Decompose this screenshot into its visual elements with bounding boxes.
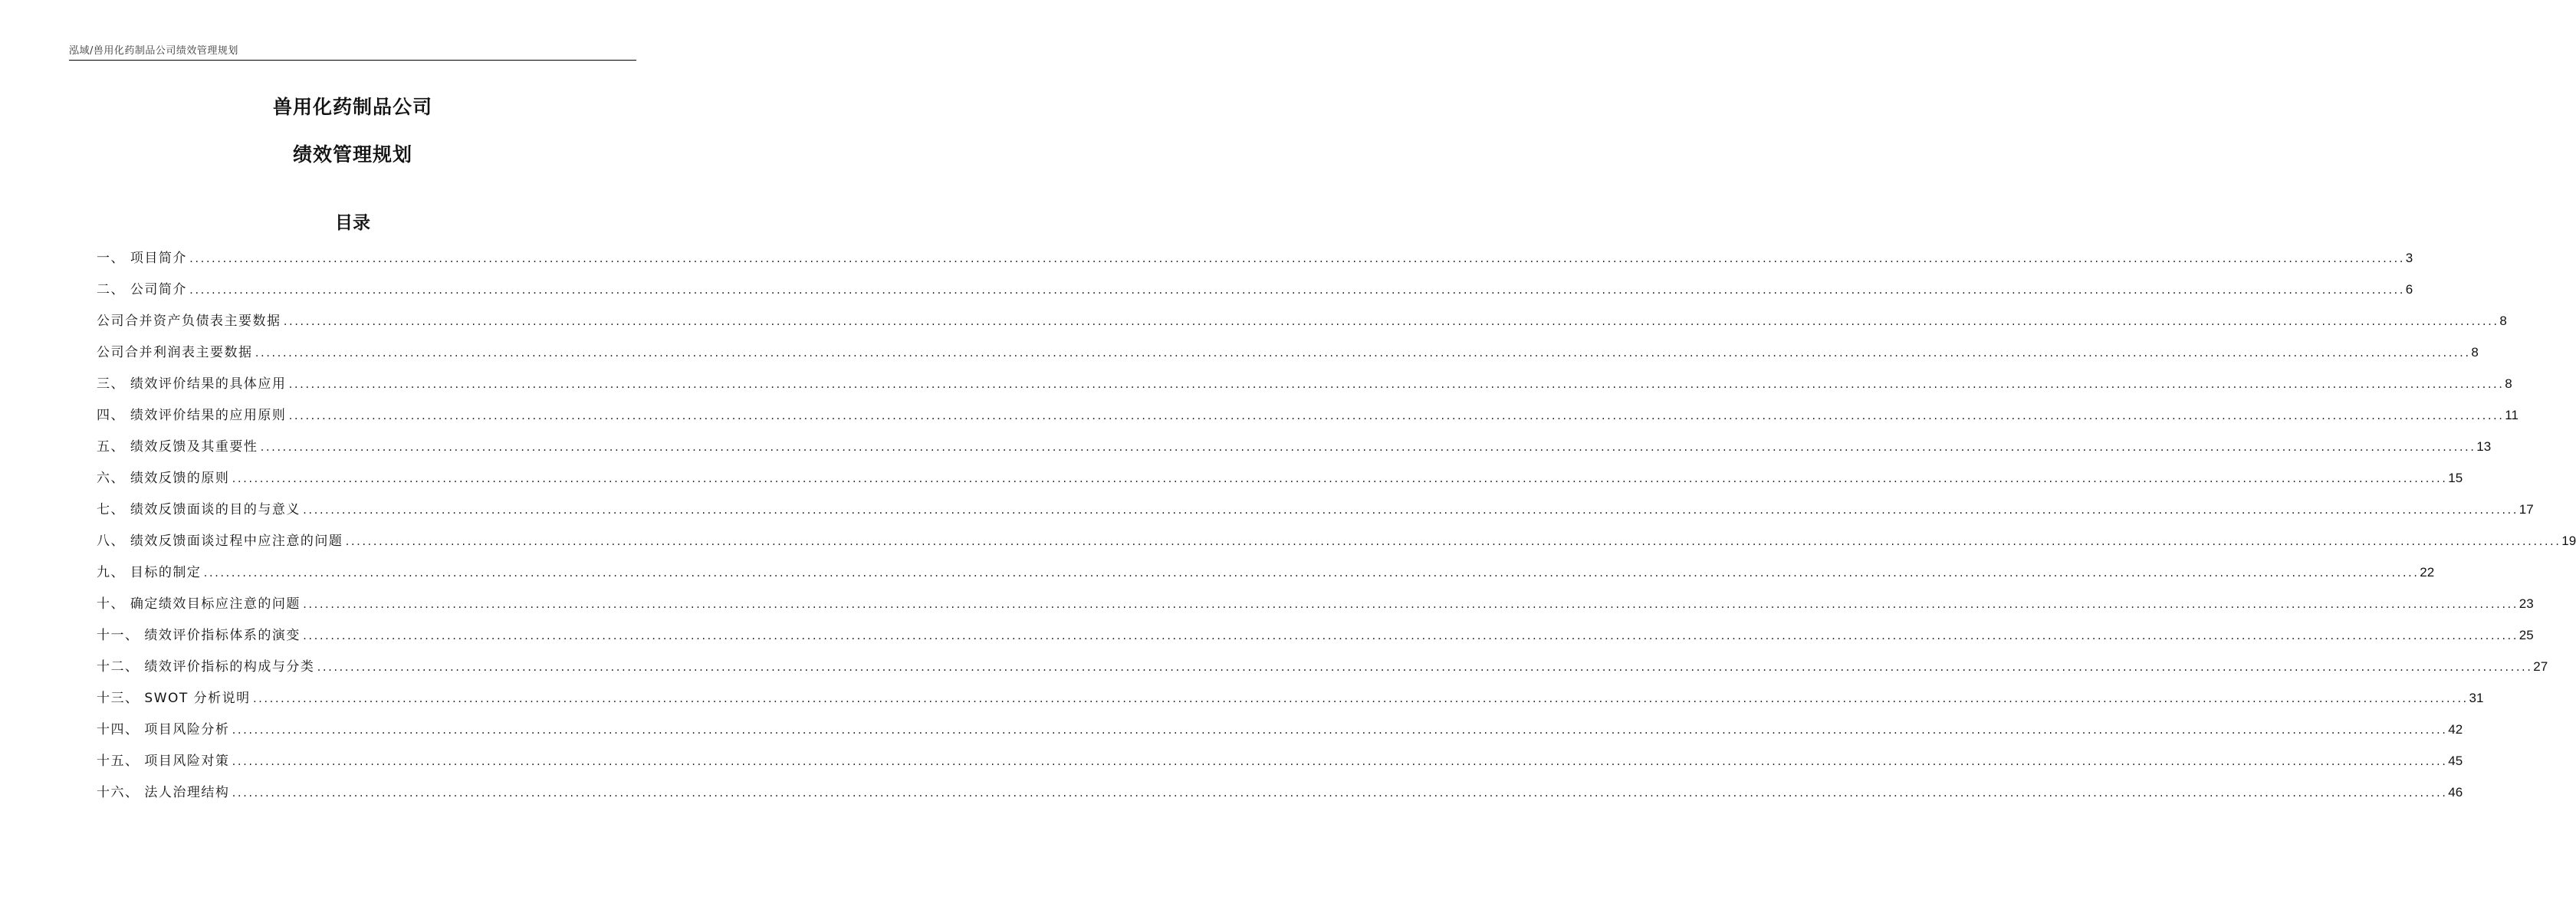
toc-dot-leader: ................................................................................................................................................................................................................................................................................................................................................................................................................ xyxy=(188,285,2404,296)
toc-entry[interactable] xyxy=(97,530,2576,562)
toc-entry[interactable] xyxy=(97,562,2435,593)
toc-dot-leader: ................................................................................................................................................................................................................................................................................................................................................................................................................ xyxy=(231,725,2447,736)
toc-dot-leader: ................................................................................................................................................................................................................................................................................................................................................................................................................ xyxy=(301,631,2518,642)
toc-entry[interactable] xyxy=(97,782,2463,813)
toc-entry-page-number: 23 xyxy=(2518,596,2534,611)
toc-dot-leader: ................................................................................................................................................................................................................................................................................................................................................................................................................ xyxy=(288,379,2504,390)
toc-entry[interactable] xyxy=(97,750,2463,782)
toc-entry-label: 九、 目标的制定 xyxy=(97,565,202,580)
toc-entry[interactable] xyxy=(97,279,2413,310)
toc-entry[interactable] xyxy=(97,436,2492,468)
toc-entry-page-number: 22 xyxy=(2420,565,2435,580)
toc-entry-page-number: 11 xyxy=(2505,408,2518,422)
toc-entry[interactable] xyxy=(97,468,2463,499)
toc-entry-label: 十二、 绩效评价指标的构成与分类 xyxy=(97,659,315,675)
toc-entry-label: 三、 绩效评价结果的具体应用 xyxy=(97,376,287,392)
toc-entry[interactable] xyxy=(97,373,2512,405)
toc-entry[interactable] xyxy=(97,688,2484,719)
toc-entry[interactable] xyxy=(97,499,2534,530)
toc-dot-leader: ................................................................................................................................................................................................................................................................................................................................................................................................................ xyxy=(288,411,2504,422)
toc-entry-page-number: 19 xyxy=(2561,534,2576,548)
toc-heading: 目录 xyxy=(335,213,370,233)
document-title: 兽用化药制品公司 xyxy=(272,96,432,118)
toc-entry[interactable] xyxy=(97,593,2534,625)
toc-entry-page-number: 42 xyxy=(2448,722,2463,737)
toc-entry-page-number: 13 xyxy=(2476,439,2492,454)
toc-entry-label: 二、 公司简介 xyxy=(97,282,187,297)
toc-dot-leader: ................................................................................................................................................................................................................................................................................................................................................................................................................ xyxy=(316,662,2532,673)
toc-entry-label: 五、 绩效反馈及其重要性 xyxy=(97,439,258,455)
toc-entry-page-number: 25 xyxy=(2518,628,2534,642)
toc-dot-leader: ................................................................................................................................................................................................................................................................................................................................................................................................................ xyxy=(301,505,2518,516)
toc-dot-leader: ................................................................................................................................................................................................................................................................................................................................................................................................................ xyxy=(251,694,2468,704)
toc-entry-page-number: 8 xyxy=(2499,314,2507,328)
toc-dot-leader: ................................................................................................................................................................................................................................................................................................................................................................................................................ xyxy=(254,348,2470,359)
toc-entry-label: 公司合并利润表主要数据 xyxy=(97,345,253,360)
page-header: 泓域/兽用化药制品公司绩效管理规划 xyxy=(69,45,238,57)
toc-entry-label: 八、 绩效反馈面谈过程中应注意的问题 xyxy=(97,534,343,549)
toc-entry-page-number: 15 xyxy=(2448,471,2463,485)
toc-entry-page-number: 6 xyxy=(2405,282,2413,297)
toc-entry-page-number: 3 xyxy=(2405,251,2413,265)
toc-dot-leader: ................................................................................................................................................................................................................................................................................................................................................................................................................ xyxy=(259,442,2476,453)
toc-entry-label: 十一、 绩效评价指标体系的演变 xyxy=(97,628,301,643)
toc-entry-label: 十、 确定绩效目标应注意的问题 xyxy=(97,596,301,612)
toc-entry-label: 十六、 法人治理结构 xyxy=(97,785,230,800)
toc-entry-page-number: 31 xyxy=(2469,691,2484,705)
toc-entry[interactable] xyxy=(97,719,2463,750)
toc-dot-leader: ................................................................................................................................................................................................................................................................................................................................................................................................................ xyxy=(301,599,2518,610)
toc-dot-leader: ................................................................................................................................................................................................................................................................................................................................................................................................................ xyxy=(188,254,2404,264)
toc-entry[interactable] xyxy=(97,310,2507,342)
toc-entry-label: 七、 绩效反馈面谈的目的与意义 xyxy=(97,502,301,517)
toc-dot-leader: ................................................................................................................................................................................................................................................................................................................................................................................................................ xyxy=(231,788,2447,799)
toc-entry-page-number: 8 xyxy=(2471,345,2479,360)
toc-dot-leader: ................................................................................................................................................................................................................................................................................................................................................................................................................ xyxy=(231,474,2447,484)
toc-entry-page-number: 17 xyxy=(2518,502,2534,517)
toc-entry[interactable] xyxy=(97,248,2413,279)
toc-entry-label: 四、 绩效评价结果的应用原则 xyxy=(97,408,287,423)
toc-dot-leader: ................................................................................................................................................................................................................................................................................................................................................................................................................ xyxy=(202,568,2419,579)
toc-entry[interactable] xyxy=(97,405,2518,436)
header-divider xyxy=(69,60,636,61)
toc-entry-label: 六、 绩效反馈的原则 xyxy=(97,471,230,486)
toc-entry-page-number: 46 xyxy=(2448,785,2463,800)
toc-entry[interactable] xyxy=(97,656,2548,688)
toc-dot-leader: ................................................................................................................................................................................................................................................................................................................................................................................................................ xyxy=(344,537,2561,547)
toc-dot-leader: ................................................................................................................................................................................................................................................................................................................................................................................................................ xyxy=(282,317,2499,327)
toc-entry[interactable] xyxy=(97,625,2534,656)
toc-entry-page-number: 27 xyxy=(2533,659,2548,674)
table-of-contents xyxy=(97,248,2576,813)
toc-entry-label: 公司合并资产负债表主要数据 xyxy=(97,314,281,329)
toc-entry-label: 十五、 项目风险对策 xyxy=(97,754,230,769)
toc-entry[interactable] xyxy=(97,342,2479,373)
toc-dot-leader: ................................................................................................................................................................................................................................................................................................................................................................................................................ xyxy=(231,757,2447,767)
toc-entry-page-number: 45 xyxy=(2448,754,2463,768)
toc-entry-label: 十四、 项目风险分析 xyxy=(97,722,230,737)
toc-entry-page-number: 8 xyxy=(2505,376,2512,391)
toc-entry-label: 一、 项目简介 xyxy=(97,251,187,266)
toc-entry-label: 十三、 SWOT 分析说明 xyxy=(97,691,251,706)
document-subtitle: 绩效管理规划 xyxy=(292,143,412,166)
